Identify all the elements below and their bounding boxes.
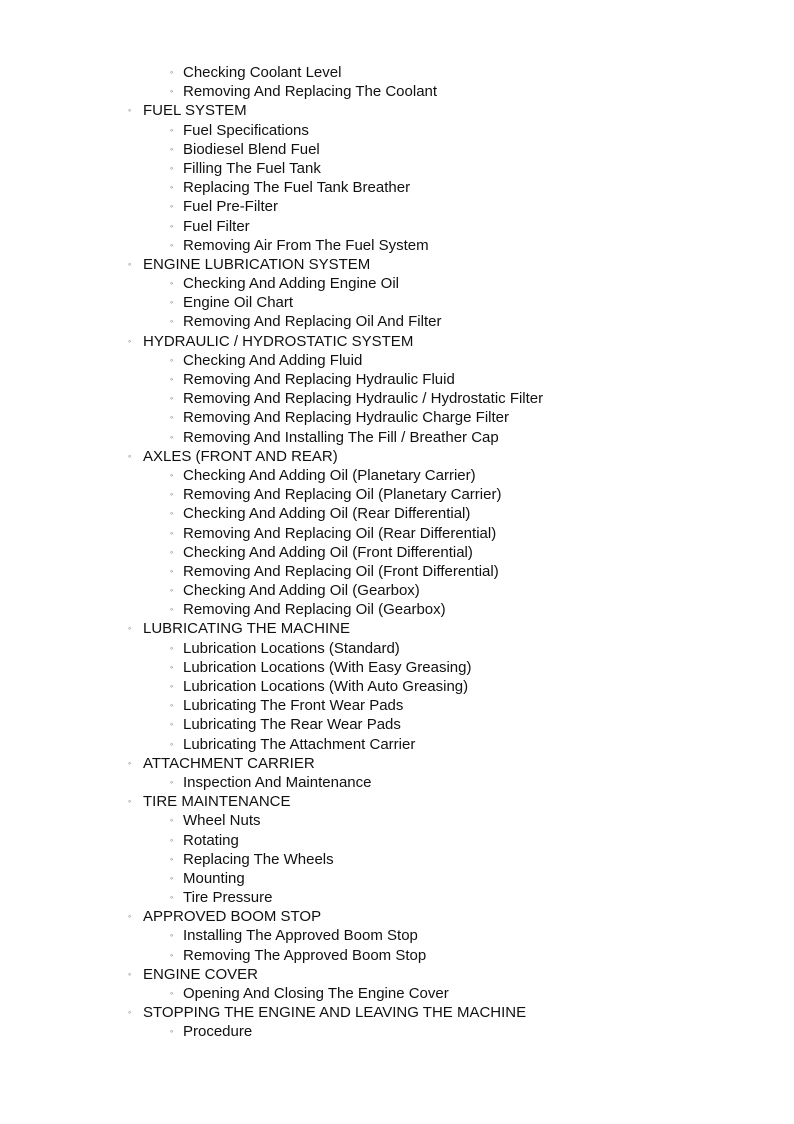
section-heading xyxy=(0,965,794,984)
subsection-item xyxy=(0,677,794,696)
subsection-item-label: Fuel Specifications xyxy=(183,121,309,139)
subsection-item xyxy=(0,63,794,82)
section-heading-label: HYDRAULIC / HYDROSTATIC SYSTEM xyxy=(143,332,414,350)
subsection-item-label: Wheel Nuts xyxy=(183,812,261,830)
subsection-item xyxy=(0,946,794,965)
hollow-bullet-icon: ◦ xyxy=(170,374,174,384)
subsection-item xyxy=(0,293,794,312)
hollow-bullet-icon: ◦ xyxy=(170,527,174,538)
section-heading-label: LUBRICATING THE MACHINE xyxy=(143,620,350,638)
subsection-item-label: Removing And Replacing The Coolant xyxy=(183,83,438,101)
subsection-item-label: Lubrication Locations (Standard) xyxy=(183,639,400,657)
hollow-bullet-icon: ◦ xyxy=(170,469,174,480)
subsection-item-label: Filling The Fuel Tank xyxy=(183,159,321,177)
subsection-item xyxy=(0,504,794,523)
hollow-bullet-icon: ◦ xyxy=(170,67,174,77)
subsection-item-label: Removing And Replacing Oil And Filter xyxy=(183,313,442,331)
subsection-item xyxy=(0,197,794,216)
subsection-item xyxy=(0,428,794,447)
subsection-item-label: Removing And Replacing Hydraulic / Hydrostatic Filter xyxy=(183,390,544,408)
hollow-bullet-icon: ◦ xyxy=(170,604,174,615)
section-heading-label: TIRE MAINTENANCE xyxy=(143,793,291,811)
hollow-bullet-icon: ◦ xyxy=(170,546,174,557)
subsection-item-label: Removing And Replacing Hydraulic Fluid xyxy=(183,371,455,388)
subsection-item-label: Removing And Replacing Hydraulic Charge Filter xyxy=(183,409,509,427)
subsection-item xyxy=(0,811,794,830)
hollow-bullet-icon: ◦ xyxy=(170,565,174,576)
hollow-bullet-icon: ◦ xyxy=(128,623,132,634)
hollow-bullet-icon: ◦ xyxy=(170,143,174,154)
section-heading-label: AXLES (FRONT AND REAR) xyxy=(143,447,338,465)
hollow-bullet-icon: ◦ xyxy=(170,124,174,135)
hollow-bullet-icon: ◦ xyxy=(170,316,174,327)
subsection-item xyxy=(0,389,794,408)
subsection-item xyxy=(0,466,794,485)
hollow-bullet-icon: ◦ xyxy=(170,949,174,960)
subsection-item-label: Lubricating The Attachment Carrier xyxy=(183,735,416,753)
subsection-item-label: Biodiesel Blend Fuel xyxy=(183,140,320,158)
subsection-item xyxy=(0,121,794,140)
hollow-bullet-icon: ◦ xyxy=(170,431,174,442)
subsection-item-label: Lubricating The Rear Wear Pads xyxy=(183,716,401,734)
subsection-item xyxy=(0,715,794,734)
hollow-bullet-icon: ◦ xyxy=(128,335,132,346)
subsection-item xyxy=(0,543,794,562)
section-heading-label: STOPPING THE ENGINE AND LEAVING THE MACHINE xyxy=(143,1004,527,1022)
subsection-item-label: Removing And Replacing Oil (Planetary Carrier) xyxy=(183,486,502,504)
hollow-bullet-icon: ◦ xyxy=(170,162,174,173)
subsection-item xyxy=(0,1022,794,1041)
hollow-bullet-icon: ◦ xyxy=(128,1007,132,1018)
hollow-bullet-icon: ◦ xyxy=(170,489,174,500)
hollow-bullet-icon: ◦ xyxy=(170,834,174,845)
hollow-bullet-icon: ◦ xyxy=(170,86,174,97)
hollow-bullet-icon: ◦ xyxy=(170,278,174,289)
subsection-item-label: Checking And Adding Oil (Front Differential) xyxy=(183,543,473,561)
hollow-bullet-icon: ◦ xyxy=(170,354,174,365)
subsection-item-label: Checking And Adding Fluid xyxy=(183,351,363,369)
subsection-item xyxy=(0,485,794,504)
subsection-item-label: Removing And Replacing Oil (Rear Differential) xyxy=(183,524,497,542)
hollow-bullet-icon: ◦ xyxy=(170,182,174,193)
subsection-item-label: Checking Coolant Level xyxy=(183,64,342,81)
subsection-item-label: Replacing The Fuel Tank Breather xyxy=(183,179,411,197)
hollow-bullet-icon: ◦ xyxy=(170,239,174,250)
subsection-item xyxy=(0,735,794,754)
hollow-bullet-icon: ◦ xyxy=(170,719,174,730)
subsection-item xyxy=(0,639,794,658)
subsection-item-label: Installing The Approved Boom Stop xyxy=(183,927,418,945)
subsection-item-label: Rotating xyxy=(183,831,239,849)
subsection-item xyxy=(0,658,794,677)
subsection-item xyxy=(0,581,794,600)
hollow-bullet-icon: ◦ xyxy=(170,988,174,998)
subsection-item-label: Checking And Adding Engine Oil xyxy=(183,275,399,293)
subsection-item-label: Procedure xyxy=(183,1023,253,1041)
section-heading xyxy=(0,754,794,773)
section-heading-label: FUEL SYSTEM xyxy=(143,102,247,120)
hollow-bullet-icon: ◦ xyxy=(170,853,174,864)
subsection-item xyxy=(0,524,794,543)
subsection-item-label: Tire Pressure xyxy=(183,889,273,907)
section-heading xyxy=(0,792,794,811)
subsection-item xyxy=(0,773,794,792)
subsection-item xyxy=(0,408,794,427)
section-heading xyxy=(0,447,794,466)
subsection-item xyxy=(0,888,794,907)
subsection-item-label: Removing And Replacing Oil (Gearbox) xyxy=(183,601,446,619)
subsection-item-label: Checking And Adding Oil (Rear Differential) xyxy=(183,505,471,523)
hollow-bullet-icon: ◦ xyxy=(128,258,132,269)
hollow-bullet-icon: ◦ xyxy=(170,297,174,308)
section-heading-label: APPROVED BOOM STOP xyxy=(143,908,322,926)
hollow-bullet-icon: ◦ xyxy=(170,776,174,787)
hollow-bullet-icon: ◦ xyxy=(170,412,174,423)
hollow-bullet-icon: ◦ xyxy=(128,757,132,768)
hollow-bullet-icon: ◦ xyxy=(170,700,174,711)
subsection-item-label: Fuel Filter xyxy=(183,217,250,235)
subsection-item xyxy=(0,82,794,101)
subsection-item xyxy=(0,159,794,178)
section-heading xyxy=(0,332,794,351)
subsection-item xyxy=(0,850,794,869)
hollow-bullet-icon: ◦ xyxy=(170,892,174,903)
subsection-item-label: Removing The Approved Boom Stop xyxy=(183,946,427,964)
section-heading xyxy=(0,101,794,120)
subsection-item xyxy=(0,178,794,197)
table-of-contents xyxy=(0,63,794,1042)
section-heading xyxy=(0,619,794,638)
hollow-bullet-icon: ◦ xyxy=(170,738,174,749)
subsection-item-label: Checking And Adding Oil (Gearbox) xyxy=(183,582,420,600)
section-heading xyxy=(0,1003,794,1022)
subsection-item-label: Fuel Pre-Filter xyxy=(183,198,279,216)
subsection-item xyxy=(0,696,794,715)
hollow-bullet-icon: ◦ xyxy=(170,681,174,691)
subsection-item-label: Inspection And Maintenance xyxy=(183,773,372,791)
subsection-item xyxy=(0,140,794,159)
subsection-item xyxy=(0,312,794,331)
subsection-item xyxy=(0,600,794,619)
subsection-item xyxy=(0,274,794,293)
section-heading xyxy=(0,255,794,274)
hollow-bullet-icon: ◦ xyxy=(128,105,132,116)
section-heading xyxy=(0,907,794,926)
subsection-item-label: Lubrication Locations (With Auto Greasing) xyxy=(183,678,469,695)
subsection-item xyxy=(0,351,794,370)
subsection-item-label: Lubrication Locations (With Easy Greasing) xyxy=(183,658,472,676)
subsection-item xyxy=(0,926,794,945)
hollow-bullet-icon: ◦ xyxy=(170,642,174,653)
subsection-item-label: Removing And Replacing Oil (Front Differential) xyxy=(183,562,499,580)
hollow-bullet-icon: ◦ xyxy=(170,393,174,404)
subsection-item-label: Opening And Closing The Engine Cover xyxy=(183,985,449,1002)
subsection-item-label: Engine Oil Chart xyxy=(183,294,294,312)
subsection-item-label: Checking And Adding Oil (Planetary Carrier) xyxy=(183,466,476,484)
hollow-bullet-icon: ◦ xyxy=(128,450,132,461)
section-heading-label: ENGINE LUBRICATION SYSTEM xyxy=(143,255,371,273)
section-heading-label: ATTACHMENT CARRIER xyxy=(143,754,315,772)
hollow-bullet-icon: ◦ xyxy=(128,796,132,807)
subsection-item-label: Replacing The Wheels xyxy=(183,850,334,868)
subsection-item-label: Mounting xyxy=(183,869,245,887)
hollow-bullet-icon: ◦ xyxy=(170,815,174,826)
subsection-item-label: Removing Air From The Fuel System xyxy=(183,236,429,254)
hollow-bullet-icon: ◦ xyxy=(128,911,132,922)
subsection-item xyxy=(0,984,794,1003)
subsection-item xyxy=(0,562,794,581)
hollow-bullet-icon: ◦ xyxy=(170,661,174,672)
hollow-bullet-icon: ◦ xyxy=(170,201,174,212)
subsection-item xyxy=(0,217,794,236)
subsection-item xyxy=(0,236,794,255)
subsection-item-label: Lubricating The Front Wear Pads xyxy=(183,697,404,715)
hollow-bullet-icon: ◦ xyxy=(170,508,174,519)
section-heading-label: ENGINE COVER xyxy=(143,965,259,983)
hollow-bullet-icon: ◦ xyxy=(128,968,132,979)
hollow-bullet-icon: ◦ xyxy=(170,872,174,883)
hollow-bullet-icon: ◦ xyxy=(170,1026,174,1037)
subsection-item xyxy=(0,831,794,850)
hollow-bullet-icon: ◦ xyxy=(170,220,174,231)
subsection-item xyxy=(0,869,794,888)
subsection-item xyxy=(0,370,794,389)
hollow-bullet-icon: ◦ xyxy=(170,585,174,596)
subsection-item-label: Removing And Installing The Fill / Breather Cap xyxy=(183,428,499,446)
hollow-bullet-icon: ◦ xyxy=(170,930,174,941)
